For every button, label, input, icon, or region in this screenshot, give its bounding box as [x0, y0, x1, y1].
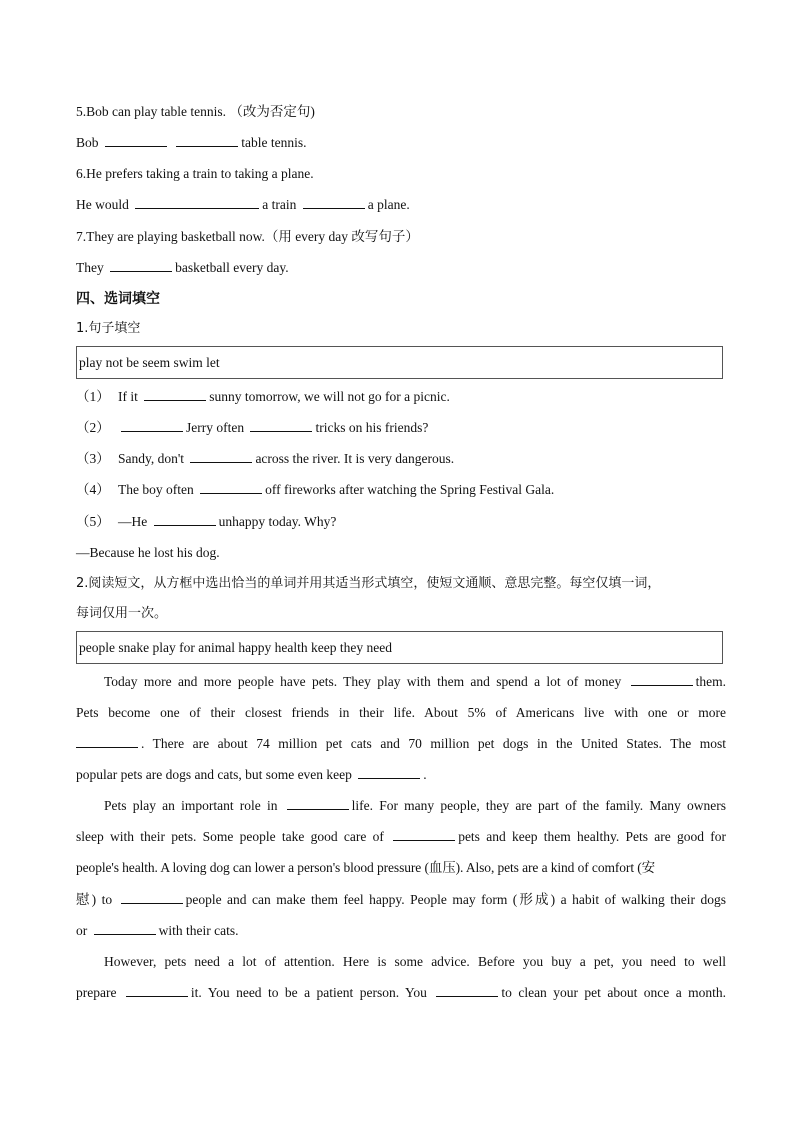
word-box-2: people snake play for animal happy health keep they need — [76, 631, 723, 664]
item-number: （4） — [76, 482, 110, 497]
passage-blank-6[interactable] — [121, 891, 183, 904]
passage-blank-7[interactable] — [94, 922, 156, 935]
passage-text: Pets play an important role in — [104, 798, 278, 813]
passage-p3-line-1: However, pets need a lot of attention. Here is some advice. Before you buy a pet, you need to well — [104, 954, 726, 969]
q5-text-2: table tennis. — [241, 135, 307, 150]
passage-text: . There are about 74 million pet cats and 70 million pet dogs in the United States. The most — [141, 736, 726, 751]
q5-blank-2[interactable] — [176, 134, 238, 147]
passage-p1-line-4 — [76, 766, 726, 784]
passage-blank-4[interactable] — [287, 797, 349, 810]
passage-text: Today more and more people have pets. They play with them and spend a lot of money — [104, 674, 622, 689]
sub1-item-4 — [76, 481, 726, 499]
sub1-item-3 — [76, 450, 726, 468]
q7-title: 7.They are playing basketball now.（用 every day 改写句子） — [76, 229, 419, 244]
item-number: （3） — [76, 451, 110, 466]
passage-text: . — [423, 767, 427, 782]
passage-p1-line-1 — [76, 673, 726, 691]
passage-text: with their cats. — [158, 923, 239, 938]
q7-blank-1[interactable] — [110, 259, 172, 272]
sub1-answer-line: —Because he lost his dog. — [76, 545, 220, 560]
item-text: Jerry often — [186, 420, 245, 435]
passage-blank-9[interactable] — [436, 984, 498, 997]
passage-text: life. For many people, they are part of the family. Many owners — [351, 798, 726, 813]
passage-text: pets and keep them healthy. Pets are good for — [458, 829, 726, 844]
q6-text-3: a plane. — [367, 197, 410, 212]
item-text: —He — [118, 514, 148, 529]
passage-blank-3[interactable] — [358, 766, 420, 779]
item-number: （5） — [76, 514, 110, 529]
passage-text: sleep with their pets. Some people take good care of — [76, 829, 384, 844]
item-text: tricks on his friends? — [315, 420, 429, 435]
item-4-blank[interactable] — [200, 481, 262, 494]
item-text: across the river. It is very dangerous. — [255, 451, 455, 466]
passage-blank-2[interactable] — [76, 735, 138, 748]
sub1-item-2 — [76, 419, 726, 437]
passage-text: prepare — [76, 985, 117, 1000]
item-5-blank[interactable] — [154, 513, 216, 526]
item-2-blank-2[interactable] — [250, 419, 312, 432]
passage-p1-line-2: Pets become one of their closest friends in their life. About 5% of Americans live with one or more — [76, 705, 726, 720]
passage-blank-8[interactable] — [126, 984, 188, 997]
item-text: The boy often — [118, 482, 194, 497]
passage-p3-line-2 — [76, 984, 726, 1002]
item-text: sunny tomorrow, we will not go for a picnic. — [209, 389, 450, 404]
section-heading: 四、选词填空 — [76, 291, 160, 307]
passage-text: people and can make them feel happy. People may form (形成) a habit of walking their dogs — [185, 892, 726, 907]
q7-answer-line — [76, 259, 726, 277]
item-number: （2） — [76, 420, 110, 435]
passage-text: or — [76, 923, 88, 938]
q6-blank-1[interactable] — [135, 196, 259, 209]
q5-blank-1[interactable] — [105, 134, 167, 147]
q6-blank-2[interactable] — [303, 196, 365, 209]
item-number: （1） — [76, 389, 110, 404]
item-3-blank[interactable] — [190, 450, 252, 463]
passage-text: 慰) to — [76, 892, 113, 907]
sub1-item-1 — [76, 388, 726, 406]
passage-text: it. You need to be a patient person. You — [190, 985, 427, 1000]
q6-answer-line — [76, 196, 726, 214]
item-text: off fireworks after watching the Spring Festival Gala. — [265, 482, 555, 497]
sub2-title-line-1: 2.阅读短文，从方框中选出恰当的单词并用其适当形式填空，使短文通顺、意思完整。每空仅填一词， — [76, 576, 661, 591]
q7-text-2: basketball every day. — [175, 260, 289, 275]
item-1-blank[interactable] — [144, 388, 206, 401]
q6-title: 6.He prefers taking a train to taking a plane. — [76, 166, 314, 181]
item-2-blank-1[interactable] — [121, 419, 183, 432]
passage-p1-line-3 — [76, 735, 726, 753]
passage-blank-1[interactable] — [631, 673, 693, 686]
q5-title: 5.Bob can play table tennis. （改为否定句) — [76, 104, 315, 119]
passage-p2-line-3: people's health. A loving dog can lower a person's blood pressure (血压). Also, pets are a kind of comfort (安 — [76, 860, 656, 875]
word-box-1: play not be seem swim let — [76, 346, 723, 379]
passage-text: to clean your pet about once a month. — [501, 985, 727, 1000]
q5-text-1: Bob — [76, 135, 99, 150]
sub1-title: 1.句子填空 — [76, 321, 141, 336]
q6-text-2: a train — [262, 197, 297, 212]
passage-p2-line-2 — [76, 828, 726, 846]
passage-p2-line-5 — [76, 922, 726, 940]
item-text: Sandy, don't — [118, 451, 185, 466]
sub2-title-line-2: 每词仅用一次。 — [76, 606, 168, 621]
passage-text: popular pets are dogs and cats, but some even keep — [76, 767, 352, 782]
q6-text-1: He would — [76, 197, 129, 212]
q5-answer-line — [76, 134, 726, 152]
passage-p2-line-1 — [76, 797, 726, 815]
sub1-item-5 — [76, 513, 726, 531]
passage-blank-5[interactable] — [393, 828, 455, 841]
passage-text: them. — [695, 674, 726, 689]
passage-p2-line-4 — [76, 891, 726, 909]
item-text: If it — [118, 389, 138, 404]
q7-text-1: They — [76, 260, 104, 275]
item-text: unhappy today. Why? — [218, 514, 337, 529]
